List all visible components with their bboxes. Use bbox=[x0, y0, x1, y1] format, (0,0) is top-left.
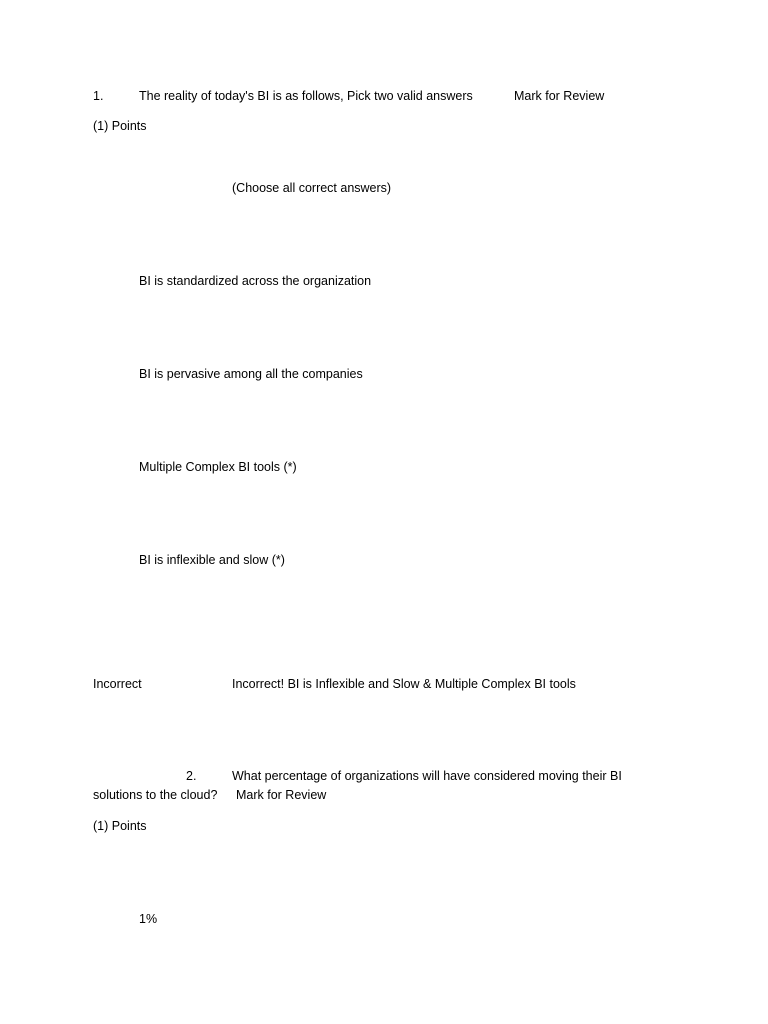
question-1-mark-for-review[interactable]: Mark for Review bbox=[514, 89, 605, 103]
question-2-option[interactable]: 1% bbox=[139, 912, 158, 926]
question-1-number: 1. bbox=[93, 89, 104, 103]
question-2-text-line1: What percentage of organizations will have considered moving their BI bbox=[232, 769, 622, 783]
question-1-instruction: (Choose all correct answers) bbox=[232, 181, 392, 195]
question-2-number: 2. bbox=[186, 769, 197, 783]
question-1-option[interactable]: Multiple Complex BI tools (*) bbox=[139, 460, 297, 474]
question-1-option[interactable]: BI is inflexible and slow (*) bbox=[139, 553, 285, 567]
question-2-text-line2: solutions to the cloud? bbox=[93, 788, 218, 802]
question-2-mark-for-review[interactable]: Mark for Review bbox=[236, 788, 327, 802]
question-1-text: The reality of today's BI is as follows, Pick two valid answers bbox=[139, 89, 473, 103]
question-1-feedback: Incorrect! BI is Inflexible and Slow & Multiple Complex BI tools bbox=[232, 677, 576, 691]
question-2-points: (1) Points bbox=[93, 819, 147, 833]
question-1-option[interactable]: BI is pervasive among all the companies bbox=[139, 367, 363, 381]
question-1-option[interactable]: BI is standardized across the organization bbox=[139, 274, 372, 288]
question-1-points: (1) Points bbox=[93, 119, 147, 133]
question-1-result-label: Incorrect bbox=[93, 677, 142, 691]
